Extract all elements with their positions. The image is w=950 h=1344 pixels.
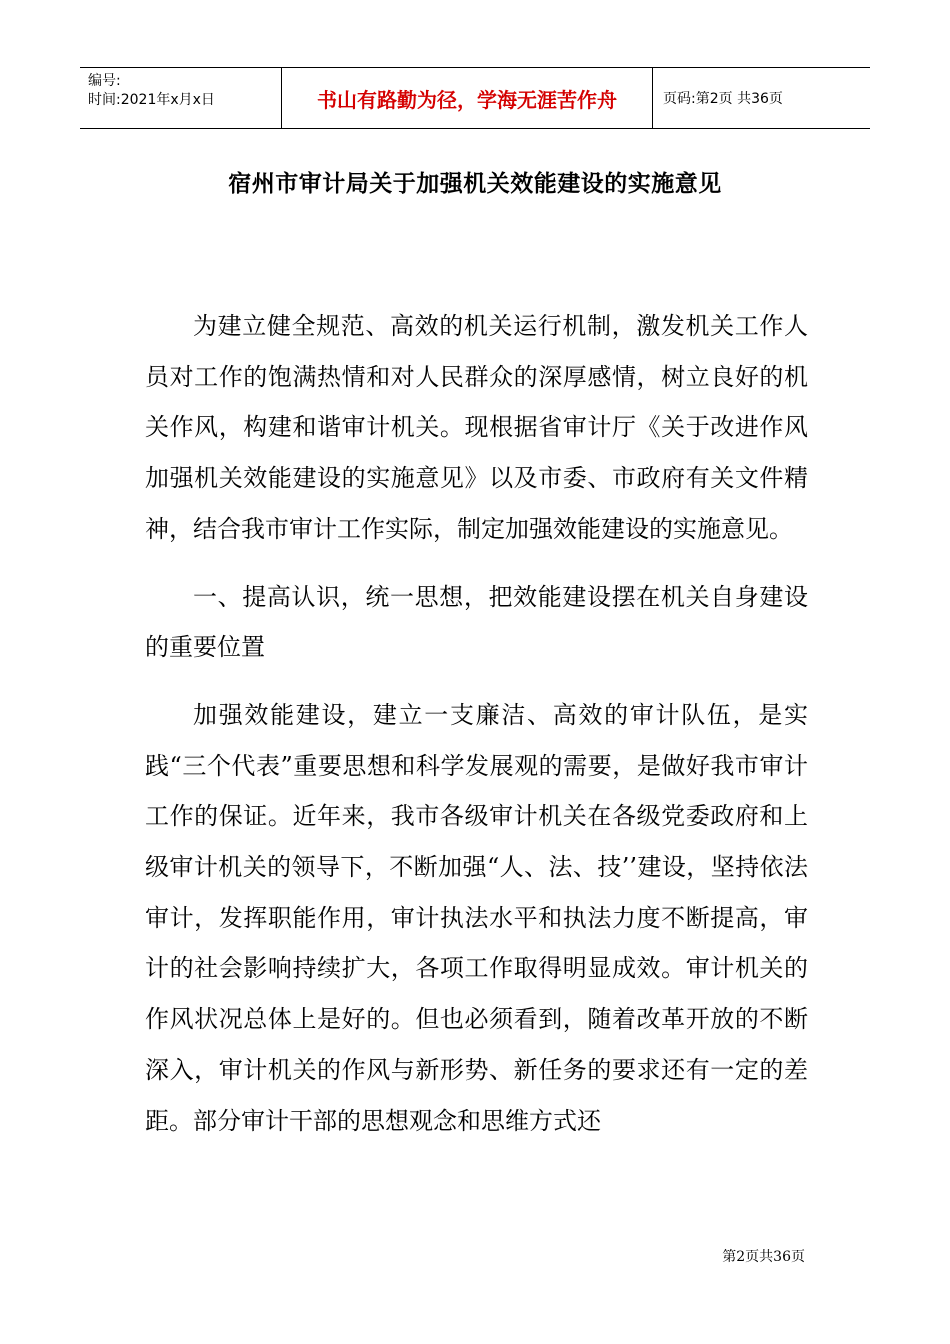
- header-table: [80, 67, 870, 129]
- paragraph-section-heading: 一、提高认识，统一思想，把效能建设摆在机关自身建设的重要位置: [145, 582, 808, 662]
- footer-page-number: 第2页共36页: [722, 1249, 805, 1265]
- document-body: [145, 301, 808, 1146]
- time-label: 时间:2021年x月x日: [88, 92, 215, 108]
- header-meta: [80, 68, 282, 128]
- paragraph-intro: 为建立健全规范、高效的机关运行机制，激发机关工作人员对工作的饱满热情和对人民群众的深厚感情，树立良好的机关作风，构建和谐审计机关。现根据省审计厅《关于改进作风加强机关效能建设的实施意见》以及市委、市政府有关文件精神，结合我市审计工作实际，制定加强效能建设的实施意见。: [145, 312, 808, 543]
- code-label: 编号:: [88, 73, 121, 89]
- document-title: 宿州市审计局关于加强机关效能建设的实施意见: [228, 171, 722, 197]
- header-page-info: 页码:第2页 共36页: [663, 91, 783, 107]
- paragraph-body: 加强效能建设，建立一支廉洁、高效的审计队伍，是实践“三个代表”重要思想和科学发展观的需要，是做好我市审计工作的保证。近年来，我市各级审计机关在各级党委政府和上级审计机关的领导下，不断加强“人、法、技’’建设，坚持依法审计，发挥职能作用，审计执法水平和执法力度不断提高，审计的社会影响持续扩大，各项工作取得明显成效。审计机关的作风状况总体上是好的。但也必须看到，随着改革开放的不断深入，审计机关的作风与新形势、新任务的要求还有一定的差距。部分审计干部的思想观念和思维方式还: [145, 700, 808, 1135]
- header-motto: 书山有路勤为径，学海无涯苦作舟: [282, 68, 653, 128]
